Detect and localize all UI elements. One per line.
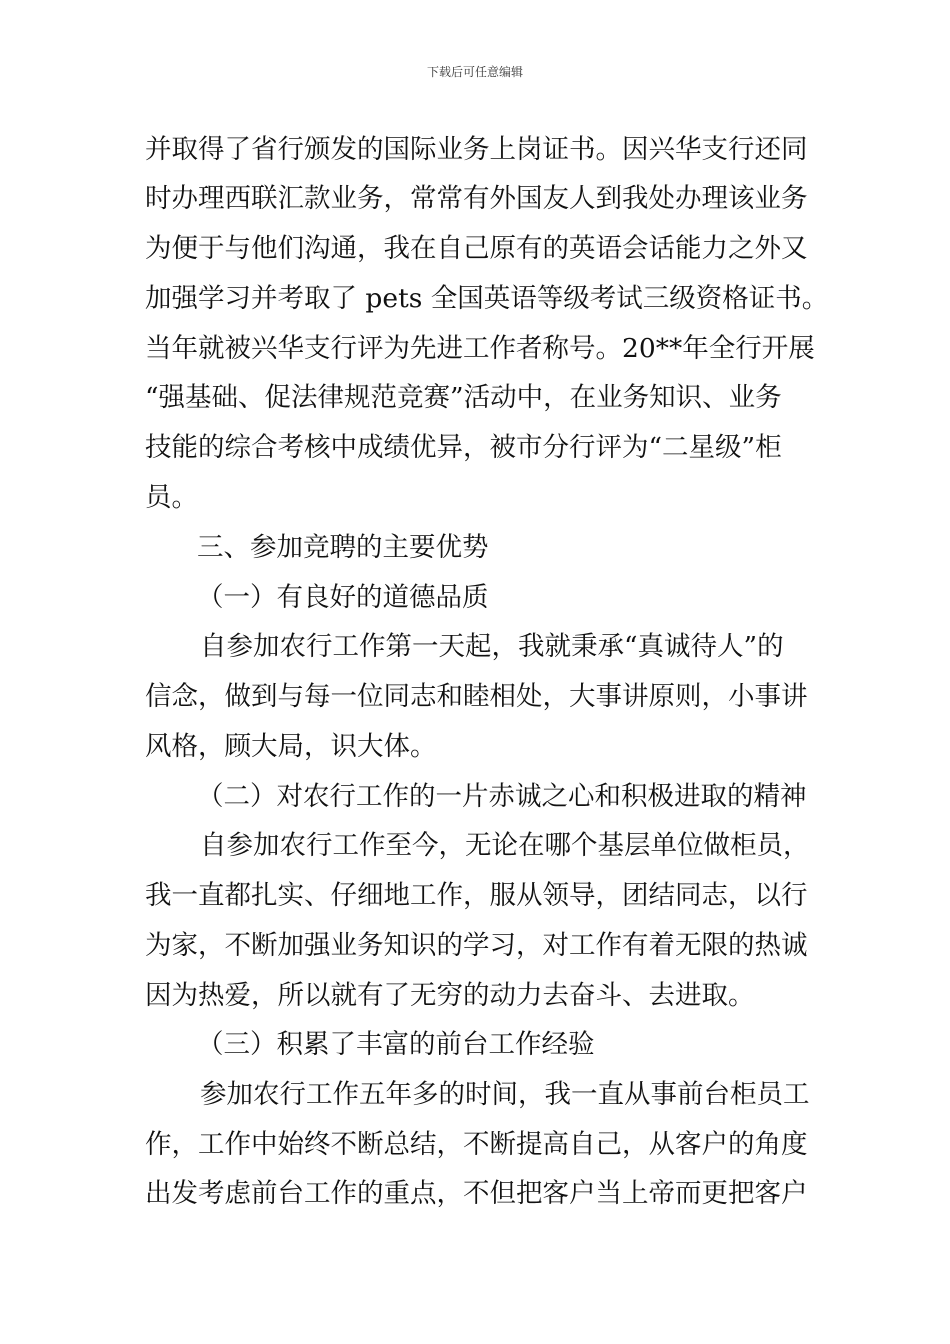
text-line: 出发考虑前台工作的重点，不但把客户当上帝而更把客户 [145, 1178, 808, 1209]
text-line: 因为热爱，所以就有了无穷的动力去奋斗、去进取。 [145, 980, 755, 1011]
text-line: 自参加农行工作至今，无论在哪个基层单位做柜员， [200, 830, 810, 861]
subsection-heading: （二）对农行工作的一片赤诚之心和积极进取的精神 [197, 781, 807, 812]
text-line: 信念，做到与每一位同志和睦相处，大事讲原则，小事讲 [145, 681, 808, 712]
text-line: 为便于与他们沟通，我在自己原有的英语会话能力之外又 [145, 233, 808, 264]
text-line: 并取得了省行颁发的国际业务上岗证书。因兴华支行还同 [145, 134, 808, 165]
text-line: 技能的综合考核中成绩优异，被市分行评为“二星级”柜 [145, 432, 782, 463]
text-line: 自参加农行工作第一天起，我就秉承“真诚待人”的 [200, 631, 784, 662]
text-line: 参加农行工作五年多的时间，我一直从事前台柜员工 [200, 1079, 810, 1110]
text-line: 员。 [145, 482, 198, 513]
text-line: 风格，顾大局，识大体。 [145, 731, 437, 762]
text-line: 当年就被兴华支行评为先进工作者称号。20**年全行开展 [145, 333, 815, 364]
text-line: 时办理西联汇款业务，常常有外国友人到我处办理该业务 [145, 183, 808, 214]
text-line: 我一直都扎实、仔细地工作，服从领导，团结同志，以行 [145, 880, 808, 911]
text-line: 为家，不断加强业务知识的学习，对工作有着无限的热诚 [145, 930, 808, 961]
text-line: 加强学习并考取了 pets 全国英语等级考试三级资格证书。 [145, 283, 829, 314]
text-line: 作，工作中始终不断总结，不断提高自己，从客户的角度 [145, 1129, 808, 1160]
text-line: “强基础、促法律规范竞赛”活动中，在业务知识、业务 [145, 382, 782, 413]
subsection-heading: （一）有良好的道德品质 [197, 582, 489, 613]
page-header: 下载后可任意编辑 [426, 65, 523, 79]
subsection-heading: （三）积累了丰富的前台工作经验 [197, 1029, 595, 1060]
section-heading: 三、参加竞聘的主要优势 [197, 532, 489, 563]
